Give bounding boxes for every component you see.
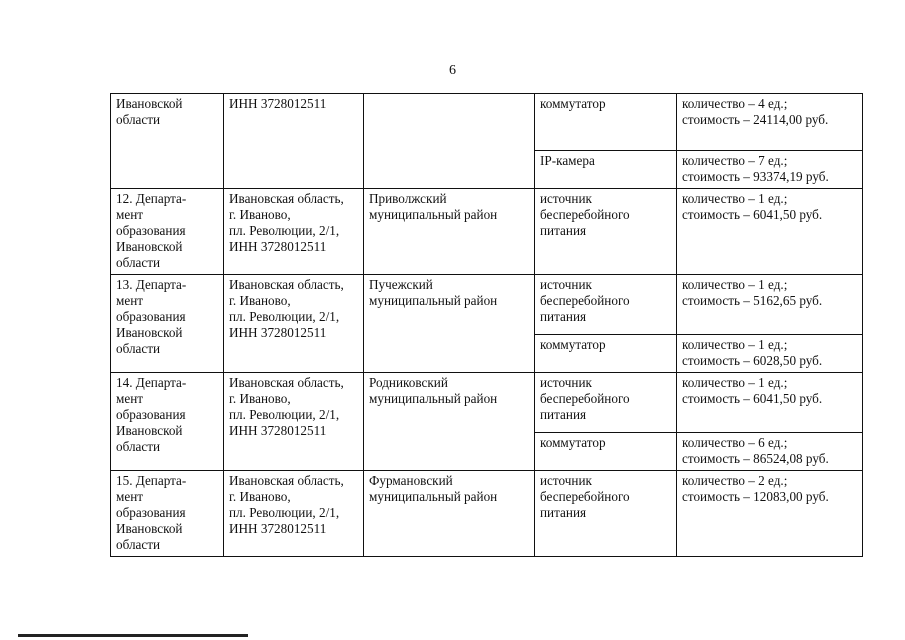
item-detail-cell xyxy=(677,373,863,433)
address-cell-line: Ивановская область, xyxy=(229,277,344,292)
org-cell-line: мент xyxy=(116,391,144,406)
item-name-cell xyxy=(535,471,677,557)
item-name-cell-line: IP-камера xyxy=(540,153,595,168)
item-detail-cell xyxy=(677,471,863,557)
table-row xyxy=(111,471,863,557)
item-name-cell xyxy=(535,94,677,151)
item-name-cell-line: коммутатор xyxy=(540,96,606,111)
item-detail-cell-line: количество – 1 ед.; xyxy=(682,277,788,292)
district-cell xyxy=(364,373,535,471)
item-name-cell-line: источник xyxy=(540,191,592,206)
item-detail-cell-line: стоимость – 5162,65 руб. xyxy=(682,293,823,308)
item-name-cell xyxy=(535,433,677,471)
item-name-cell-line: питания xyxy=(540,309,587,324)
district-cell-line: муниципальный район xyxy=(369,207,498,222)
address-cell xyxy=(224,373,364,471)
district-cell-line: Приволжский xyxy=(369,191,447,206)
address-cell xyxy=(224,471,364,557)
district-cell xyxy=(364,471,535,557)
address-cell-line: ИНН 3728012511 xyxy=(229,521,327,536)
org-cell xyxy=(111,189,224,275)
table-row xyxy=(111,189,863,275)
district-cell xyxy=(364,275,535,373)
district-cell xyxy=(364,189,535,275)
org-cell-line: 15. Департа- xyxy=(116,473,187,488)
item-detail-cell-line: количество – 1 ед.; xyxy=(682,375,788,390)
address-cell-line: Ивановская область, xyxy=(229,375,344,390)
org-cell-line: образования xyxy=(116,223,186,238)
item-name-cell-line: бесперебойного xyxy=(540,391,630,406)
item-name-cell xyxy=(535,335,677,373)
org-cell-line: мент xyxy=(116,207,144,222)
org-cell-line: области xyxy=(116,112,161,127)
item-detail-cell-line: стоимость – 86524,08 руб. xyxy=(682,451,829,466)
item-detail-cell xyxy=(677,94,863,151)
org-cell-line: образования xyxy=(116,407,186,422)
item-detail-cell-line: количество – 1 ед.; xyxy=(682,337,788,352)
org-cell-line: Ивановской xyxy=(116,325,183,340)
address-cell-line: г. Иваново, xyxy=(229,207,291,222)
district-cell-line: муниципальный район xyxy=(369,391,498,406)
address-cell-line: г. Иваново, xyxy=(229,489,291,504)
org-cell-line: образования xyxy=(116,505,186,520)
org-cell-line: мент xyxy=(116,489,144,504)
address-cell-line: пл. Революции, 2/1, xyxy=(229,309,340,324)
item-detail-cell-line: стоимость – 12083,00 руб. xyxy=(682,489,829,504)
item-name-cell xyxy=(535,151,677,189)
item-name-cell-line: бесперебойного xyxy=(540,293,630,308)
item-name-cell-line: бесперебойного xyxy=(540,489,630,504)
org-cell-line: области xyxy=(116,537,161,552)
table-row xyxy=(111,275,863,335)
item-detail-cell-line: количество – 6 ед.; xyxy=(682,435,788,450)
org-cell-line: 12. Департа- xyxy=(116,191,187,206)
org-cell-line: Ивановской xyxy=(116,96,183,111)
footer-rule xyxy=(18,634,248,637)
item-detail-cell-line: стоимость – 6028,50 руб. xyxy=(682,353,823,368)
item-detail-cell-line: стоимость – 6041,50 руб. xyxy=(682,207,823,222)
table-row xyxy=(111,94,863,151)
district-cell-line: Фурмановский xyxy=(369,473,453,488)
item-name-cell-line: питания xyxy=(540,407,587,422)
address-cell-line: ИНН 3728012511 xyxy=(229,96,327,111)
item-name-cell-line: источник xyxy=(540,375,592,390)
item-name-cell-line: источник xyxy=(540,473,592,488)
org-cell-line: Ивановской xyxy=(116,239,183,254)
item-detail-cell-line: стоимость – 6041,50 руб. xyxy=(682,391,823,406)
org-cell xyxy=(111,373,224,471)
address-cell-line: г. Иваново, xyxy=(229,293,291,308)
page-number: 6 xyxy=(449,63,456,78)
item-detail-cell-line: количество – 4 ед.; xyxy=(682,96,788,111)
item-name-cell xyxy=(535,189,677,275)
address-cell-line: Ивановская область, xyxy=(229,191,344,206)
org-cell xyxy=(111,275,224,373)
item-name-cell xyxy=(535,275,677,335)
address-cell-line: пл. Революции, 2/1, xyxy=(229,223,340,238)
org-cell xyxy=(111,471,224,557)
address-cell-line: пл. Революции, 2/1, xyxy=(229,505,340,520)
district-cell-line: муниципальный район xyxy=(369,293,498,308)
org-cell-line: мент xyxy=(116,293,144,308)
item-detail-cell xyxy=(677,275,863,335)
district-cell-line: муниципальный район xyxy=(369,489,498,504)
address-cell-line: ИНН 3728012511 xyxy=(229,423,327,438)
item-detail-cell-line: количество – 1 ед.; xyxy=(682,191,788,206)
org-cell xyxy=(111,94,224,189)
table-row xyxy=(111,373,863,433)
item-name-cell xyxy=(535,373,677,433)
item-name-cell-line: источник xyxy=(540,277,592,292)
address-cell-line: ИНН 3728012511 xyxy=(229,325,327,340)
address-cell xyxy=(224,189,364,275)
item-name-cell-line: бесперебойного xyxy=(540,207,630,222)
item-name-cell-line: коммутатор xyxy=(540,337,606,352)
org-cell-line: Ивановской xyxy=(116,423,183,438)
item-detail-cell-line: количество – 7 ед.; xyxy=(682,153,788,168)
item-detail-cell xyxy=(677,189,863,275)
address-cell xyxy=(224,275,364,373)
address-cell-line: пл. Революции, 2/1, xyxy=(229,407,340,422)
org-cell-line: Ивановской xyxy=(116,521,183,536)
address-cell-line: Ивановская область, xyxy=(229,473,344,488)
district-cell-line: Пучежский xyxy=(369,277,433,292)
item-detail-cell-line: стоимость – 93374,19 руб. xyxy=(682,169,829,184)
address-cell-line: г. Иваново, xyxy=(229,391,291,406)
district-cell xyxy=(364,94,535,189)
district-cell-line: Родниковский xyxy=(369,375,448,390)
org-cell-line: области xyxy=(116,341,161,356)
org-cell-line: 14. Департа- xyxy=(116,375,187,390)
address-cell-line: ИНН 3728012511 xyxy=(229,239,327,254)
org-cell-line: 13. Департа- xyxy=(116,277,187,292)
item-name-cell-line: коммутатор xyxy=(540,435,606,450)
org-cell-line: образования xyxy=(116,309,186,324)
org-cell-line: области xyxy=(116,439,161,454)
org-cell-line: области xyxy=(116,255,161,270)
item-detail-cell xyxy=(677,151,863,189)
item-detail-cell xyxy=(677,433,863,471)
address-cell xyxy=(224,94,364,189)
item-name-cell-line: питания xyxy=(540,223,587,238)
item-detail-cell xyxy=(677,335,863,373)
equipment-table xyxy=(110,93,863,557)
table-body xyxy=(111,94,863,557)
item-detail-cell-line: количество – 2 ед.; xyxy=(682,473,788,488)
item-name-cell-line: питания xyxy=(540,505,587,520)
item-detail-cell-line: стоимость – 24114,00 руб. xyxy=(682,112,829,127)
